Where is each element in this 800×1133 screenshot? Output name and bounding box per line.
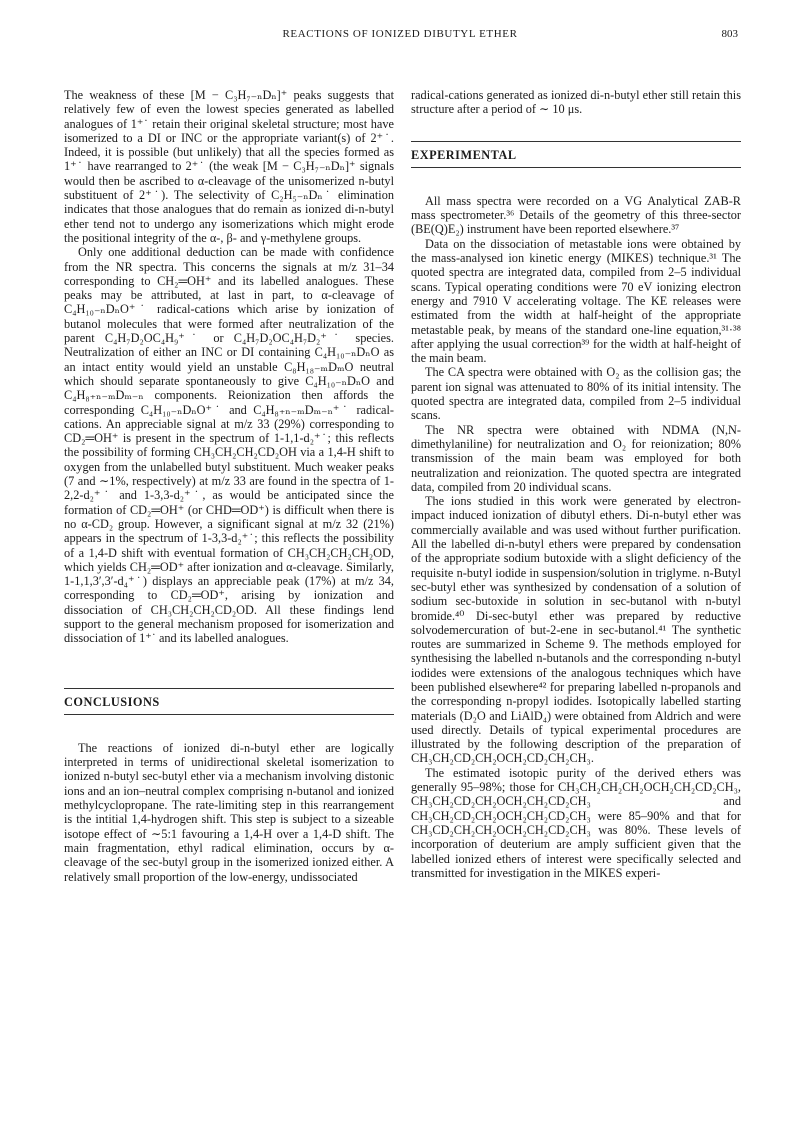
conclusions-paragraph: The reactions of ionized di-n-butyl ether are logically interpreted in terms of unidirectional skeletal isomerization to ionized n-butyl sec-butyl ether via a mechanism involving distonic ions and an ion–neutral complex comprising n-butanol and ionized methylcyclopropane. The rate-limiting step in this rearrangement is the intitial 1,4-hydrogen shift. This step is subject to a sizeable isotope effect of ∼5:1 favouring a 1,4-H over a 1,4-D shift. The main fragmentation, ethyl radical elimination, occurs by α-cleavage of the sec-butyl group in the isomerized ionized either. A relatively small proportion of the low-energy, undissociated xyxy=(64,740,394,884)
body-paragraph: Only one additional deduction can be made with confidence from the NR spectra. This concerns the signals at m/z 31–34 corresponding to CH₂═OH⁺ and its labelled analogues. These peaks may be attributed, at last in part, to α-cleavage of C₄H₁₀₋ₙDₙO⁺˙ radical-cations which arise by ionization of butanol molecules that were formed after neutralization of the parent C₄H₇D₂OC₄H₉⁺˙ or C₄H₇D₂OC₄H₇D₂⁺˙ species. Neutralization of either an INC or DI containing C₄H₁₀₋ₙDₙO as an intact entity would yield an unstable C₈H₁₈₋ₘDₘO neutral which should separate spontaneously to give C₄H₁₀₋ₙDₙO and C₄H₈₊ₙ₋ₘDₘ₋ₙ components. Reionization then affords the corresponding C₄H₁₀₋ₙDₙO⁺˙ and C₄H₈₊ₙ₋ₘDₘ₋ₙ⁺˙ radical-cations. An appreciable signal at m/z 33 (29%) corresponding to CD₂═OH⁺ is present in the spectrum of 1-1,1-d₂⁺˙; this reflects the possibility of forming CH₃CH₂CH₂CD₂OH via a 1,4-H shift to oxygen from the unlabelled butyl substituent. Much weaker peaks (7 and ∼1%, respectively) at m/z 33 are found in the spectra of 1-2,2-d₂⁺˙ and 1-3,3-d₂⁺˙, as would be anticipated since the formation of CD₂═OH⁺ (or CHD═OD⁺) is difficult when there is no α-CD₂ group. However, a significant signal at m/z 32 (21%) appears in the spectrum of 1-3,3-d₂⁺˙; this reflects the possibility of a 1,4-D shift with eventual formation of CH₃CH₂CH₂CH₂OD, which yields CH₂═OD⁺ after ionization and α-cleavage. Similarly, 1-1,1,3′,3′-d₄⁺˙) displays an appreciable peak (17%) at m/z 34, corresponding to CD₂═OD⁺, arising by ionization and dissociation of CH₃CH₂CH₂CD₂OD. All these findings lend support to the general mechanism proposed for isomerization and dissociation of 1⁺˙ and its labelled analogues. xyxy=(64,245,394,646)
conclusions-heading: CONCLUSIONS xyxy=(64,688,394,715)
right-column xyxy=(411,88,741,880)
experimental-paragraph: The CA spectra were obtained with O₂ as the collision gas; the parent ion signal was attenuated to 80% of its initial intensity. The quoted spectra are integrated data, compiled from 2–5 individual scans. xyxy=(411,365,741,423)
experimental-paragraph: All mass spectra were recorded on a VG Analytical ZAB-R mass spectrometer.³⁶ Details of the geometry of this three-sector (BE(Q)E₂) instrument have been reported elsewhere.³⁷ xyxy=(411,193,741,237)
running-title: REACTIONS OF IONIZED DIBUTYL ETHER xyxy=(282,28,518,40)
experimental-heading: EXPERIMENTAL xyxy=(411,141,741,168)
page-number: 803 xyxy=(721,28,738,40)
experimental-paragraph: The estimated isotopic purity of the derived ethers was generally 95–98%; those for CH₃CH₂CH₂CH₂OCH₂CH₂CD₂CH₃, CH₃CH₂CD₂CH₂OCH₂CH₂CD₂CH₃ and CH₃CH₂CD₂CH₂OCH₂CH₂CD₂CH₃ were 85–90% and that for CH₃CD₂CH₂CH₂OCH₂CH₂CD₂CH₃ was 80%. These levels of incorporation of deuterium are amply sufficient given that the labelled ionized ethers of interest were specifically selected and transmitted for investigation in the MIKES experi- xyxy=(411,765,741,880)
body-paragraph: The weakness of these [M − C₃H₇₋ₙDₙ]⁺ peaks suggests that relatively few of even the lowest species generated as labelled analogues of 1⁺˙ retain their original skeletal structure; most have isomerized to a DI or INC or the appropriate variant(s) of 2⁺˙. Indeed, it is possible (but unlikely) that all the species formed as 1⁺˙ have rearranged to 2⁺˙ (the weak [M − C₃H₇₋ₙDₙ]⁺ signals would then be ascribed to α-cleavage of the unisomerized n-butyl substituent of 2⁺˙). The selectivity of C₂H₅₋ₙDₙ˙ elimination indicates that those analogues that do remain as ionized di-n-butyl ether tend not to undergo any isomerizations which might erode the positional integrity of the α-, β- and γ-methylene groups. xyxy=(64,88,394,245)
experimental-paragraph: The ions studied in this work were generated by electron-impact induced ionization of dibutyl ethers. Di-n-butyl ether was commercially available and was used without further purification. All the labelled di-n-butyl ethers were prepared by condensation of the appropriate sodium butoxide with a slight deficiency of the requisite n-butyl iodide in suspension/solution in triglyme. n-Butyl sec-butyl ether was synthesized by condensation of a solution of sodium sec-butoxide in solution in sec-butanol with n-butyl bromide.⁴⁰ Di-sec-butyl ether was prepared by reductive solvodemercuration of but-2-ene in sec-butanol.⁴¹ The synthetic routes are summarized in Scheme 9. The methods employed for synthesising the labelled n-butanols and the corresponding n-butyl iodides were extensions of the analogous techniques which have been published elsewhere⁴² for preparing labelled n-propanols and the corresponding n-propyl iodides. Isotopically labelled starting materials (D₂O and LiAlD₄) were obtained from Aldrich and were used directly. Details of typical experimental procedures are illustrated by the following description of the preparation of CH₃CH₂CD₂CH₂OCH₂CD₂CH₂CH₃. xyxy=(411,494,741,766)
left-column xyxy=(64,88,394,884)
experimental-paragraph: The NR spectra were obtained with NDMA (N,N-dimethylaniline) for neutralization and O₂ for reionization; 80% transmission of the main beam was employed for both neutralization and reionization. The quoted spectra are integrated data, compiled from 20 individual scans. xyxy=(411,422,741,494)
body-paragraph: radical-cations generated as ionized di-n-butyl ether still retain this structure after a period of ∼ 10 μs. xyxy=(411,88,741,117)
experimental-paragraph: Data on the dissociation of metastable ions were obtained by the mass-analysed ion kinetic energy (MIKES) technique.³¹ The quoted spectra are integrated data, compiled from 2–5 individual scans. Typical operating conditions were 70 eV ionizing electron energy and 7910 V accelerating voltage. The KE releases were estimated from the width at half-height of the appropriate metastable peak, by means of the standard one-line equation,³¹·³⁸ after applying the usual correction³⁹ for the width at half-height of the main beam. xyxy=(411,236,741,366)
